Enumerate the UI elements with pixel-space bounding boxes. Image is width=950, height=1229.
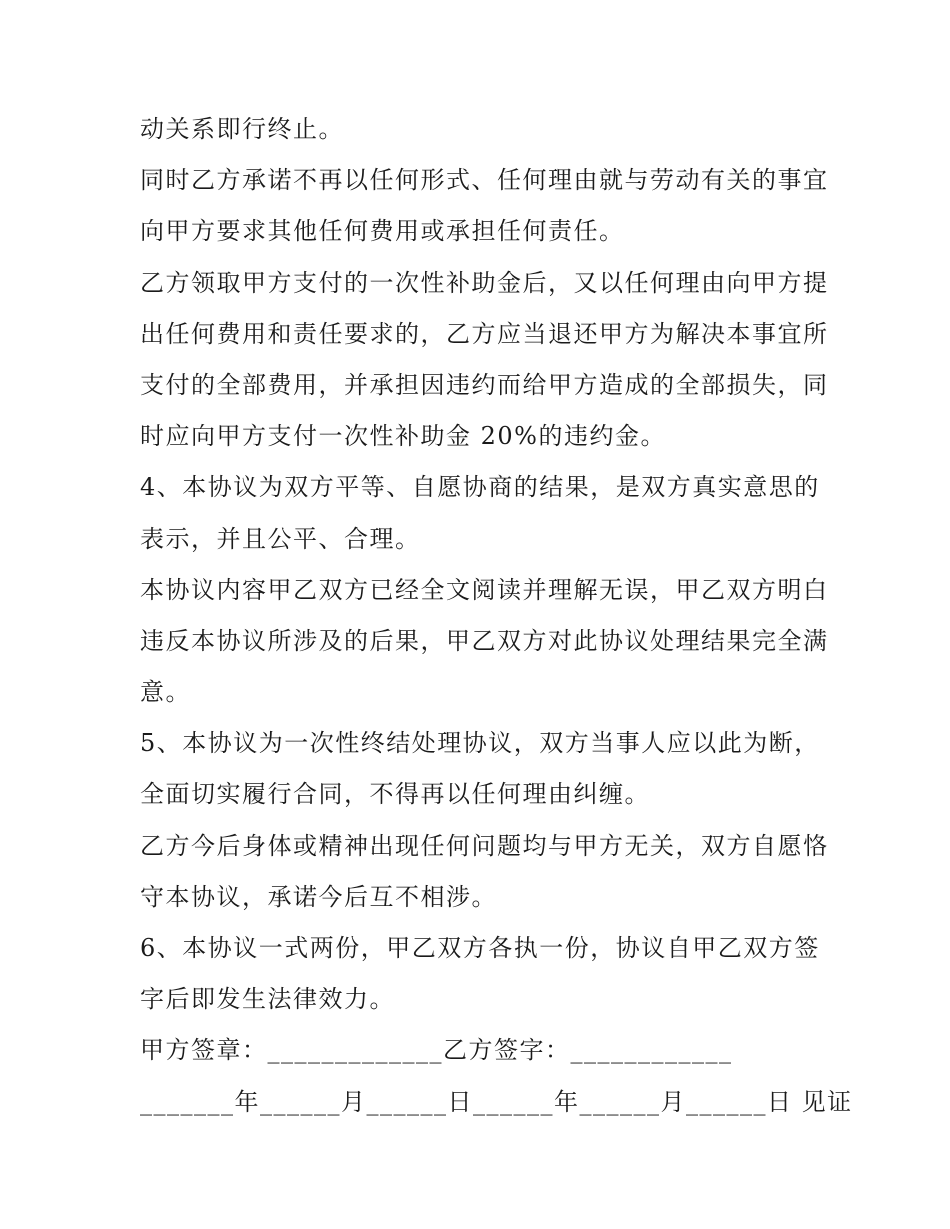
text-line: 意。 bbox=[140, 678, 191, 707]
text-line: 乙方领取甲方支付的一次性补助金后，又以任何理由向甲方提 bbox=[140, 268, 829, 297]
document-body bbox=[140, 104, 853, 1128]
text-line: 时应向甲方支付一次性补助金 20%的违约金。 bbox=[140, 422, 666, 451]
text-line: 同时乙方承诺不再以任何形式、任何理由就与劳动有关的事宜 bbox=[140, 166, 829, 195]
text-line: 守本协议，承诺今后互不相涉。 bbox=[140, 882, 497, 911]
date-line: _______年______月______日______年______月______日 见证 bbox=[140, 1087, 853, 1116]
text-line: 向甲方要求其他任何费用或承担任何责任。 bbox=[140, 217, 625, 246]
clause-6-line: 6、本协议一式两份，甲乙双方各执一份，协议自甲乙双方签 bbox=[140, 934, 820, 962]
text-line: 支付的全部费用，并承担因违约而给甲方造成的全部损失，同 bbox=[140, 370, 829, 399]
signature-line: 甲方签章：_____________乙方签字：____________ bbox=[140, 1036, 733, 1065]
clause-5-line: 5、本协议为一次性终结处理协议，双方当事人应以此为断， bbox=[140, 729, 820, 758]
text-line: 全面切实履行合同，不得再以任何理由纠缠。 bbox=[140, 780, 650, 809]
text-line: 字后即发生法律效力。 bbox=[140, 985, 395, 1014]
text-line: 动关系即行终止。 bbox=[140, 115, 344, 143]
text-line: 乙方今后身体或精神出现任何问题均与甲方无关，双方自愿恪 bbox=[140, 831, 829, 860]
text-line: 表示，并且公平、合理。 bbox=[140, 524, 421, 553]
text-line: 违反本协议所涉及的后果，甲乙双方对此协议处理结果完全满 bbox=[140, 626, 829, 655]
clause-4-line: 4、本协议为双方平等、自愿协商的结果，是双方真实意思的 bbox=[140, 473, 820, 502]
text-line: 本协议内容甲乙双方已经全文阅读并理解无误，甲乙双方明白 bbox=[140, 575, 829, 604]
text-line: 出任何费用和责任要求的，乙方应当退还甲方为解决本事宜所 bbox=[140, 319, 829, 348]
